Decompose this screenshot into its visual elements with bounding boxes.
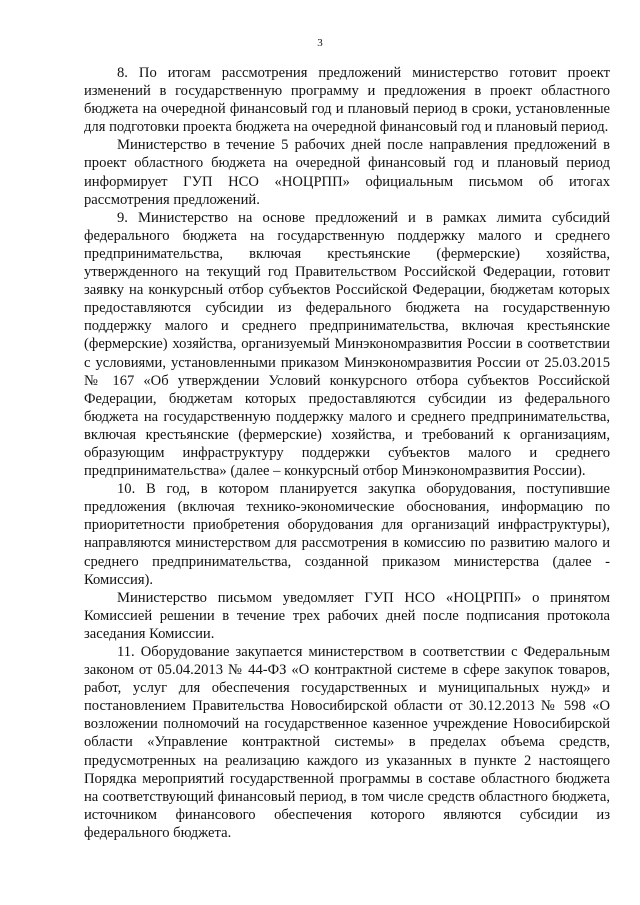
paragraph-item-8: 8. По итогам рассмотрения предложений министерство готовит проект изменений в государственную программу и предложения в проект областного бюджета на очередной финансовый год и плановый период в сроки, установленные для подготовки проекта бюджета на очередной финансовый год и плановый период. xyxy=(84,65,610,136)
paragraph-ministry-notification: Министерство в течение 5 рабочих дней после направления предложений в проект областного бюджета на очередной финансовый год и плановый период информирует ГУП НСО «НОЦРПП» официальным письмом об итогах рассмотрения предложений. xyxy=(84,137,610,208)
paragraph-item-9: 9. Министерство на основе предложений и в рамках лимита субсидий федерального бюджета на государственную поддержку малого и среднего предпринимательства, включая крестьянские (фермерские) хозяйства, утвержденного на текущий год Правительством Российской Федерации, готовит заявку на конкурсный отбор субъектов Российской Федерации, бюджетам которых предоставляются субсидии из федерального бюджета на государственную поддержку малого и среднего предпринимательства, включая крестьянские (фермерские) хозяйства, организуемый Минэкономразвития России в соответствии с условиями, установленными приказом Минэкономразвития России от 25.03.2015 № 167 «Об утверждении Условий конкурсного отбора субъектов Российской Федерации, бюджетам которых предоставляются субсидии из федерального бюджета на государственную поддержку малого и среднего предпринимательства, включая крестьянские (фермерские) хозяйства, и требований к организациям, образующим инфраструктуру поддержки субъектов малого и среднего предпринимательства» (далее – конкурсный отбор Минэкономразвития России). xyxy=(84,209,610,480)
paragraph-commission-decision: Министерство письмом уведомляет ГУП НСО «НОЦРПП» о принятом Комиссией решении в течение трех рабочих дней после подписания протокола заседания Комиссии. xyxy=(84,589,610,642)
paragraph-item-11: 11. Оборудование закупается министерством в соответствии с Федеральным законом от 05.04.2013 № 44-ФЗ «О контрактной системе в сфере закупок товаров, работ, услуг для обеспечения государственных и муниципальных нужд» и постановлением Правительства Новосибирской области от 30.12.2013 № 598 «О возложении полномочий на государственное казенное учреждение Новосибирской области «Управление контрактной системы» в пределах объема средств, предусмотренных на реализацию каждого из указанных в пункте 2 настоящего Порядка мероприятий государственной программы в составе областного бюджета на соответствующий финансовый период, в том числе средств областного бюджета, источником финансового обеспечения которого являются субсидии из федерального бюджета. xyxy=(84,644,610,841)
document-body xyxy=(84,64,610,842)
page-number: 3 xyxy=(317,37,323,49)
paragraph-item-10: 10. В год, в котором планируется закупка оборудования, поступившие предложения (включая технико-экономические обоснования, информацию по приоритетности приобретения оборудования для организаций инфраструктуры), направляются министерством для рассмотрения в комиссию по развитию малого и среднего предпринимательства, созданной приказом министерства (далее - Комиссия). xyxy=(84,481,610,588)
